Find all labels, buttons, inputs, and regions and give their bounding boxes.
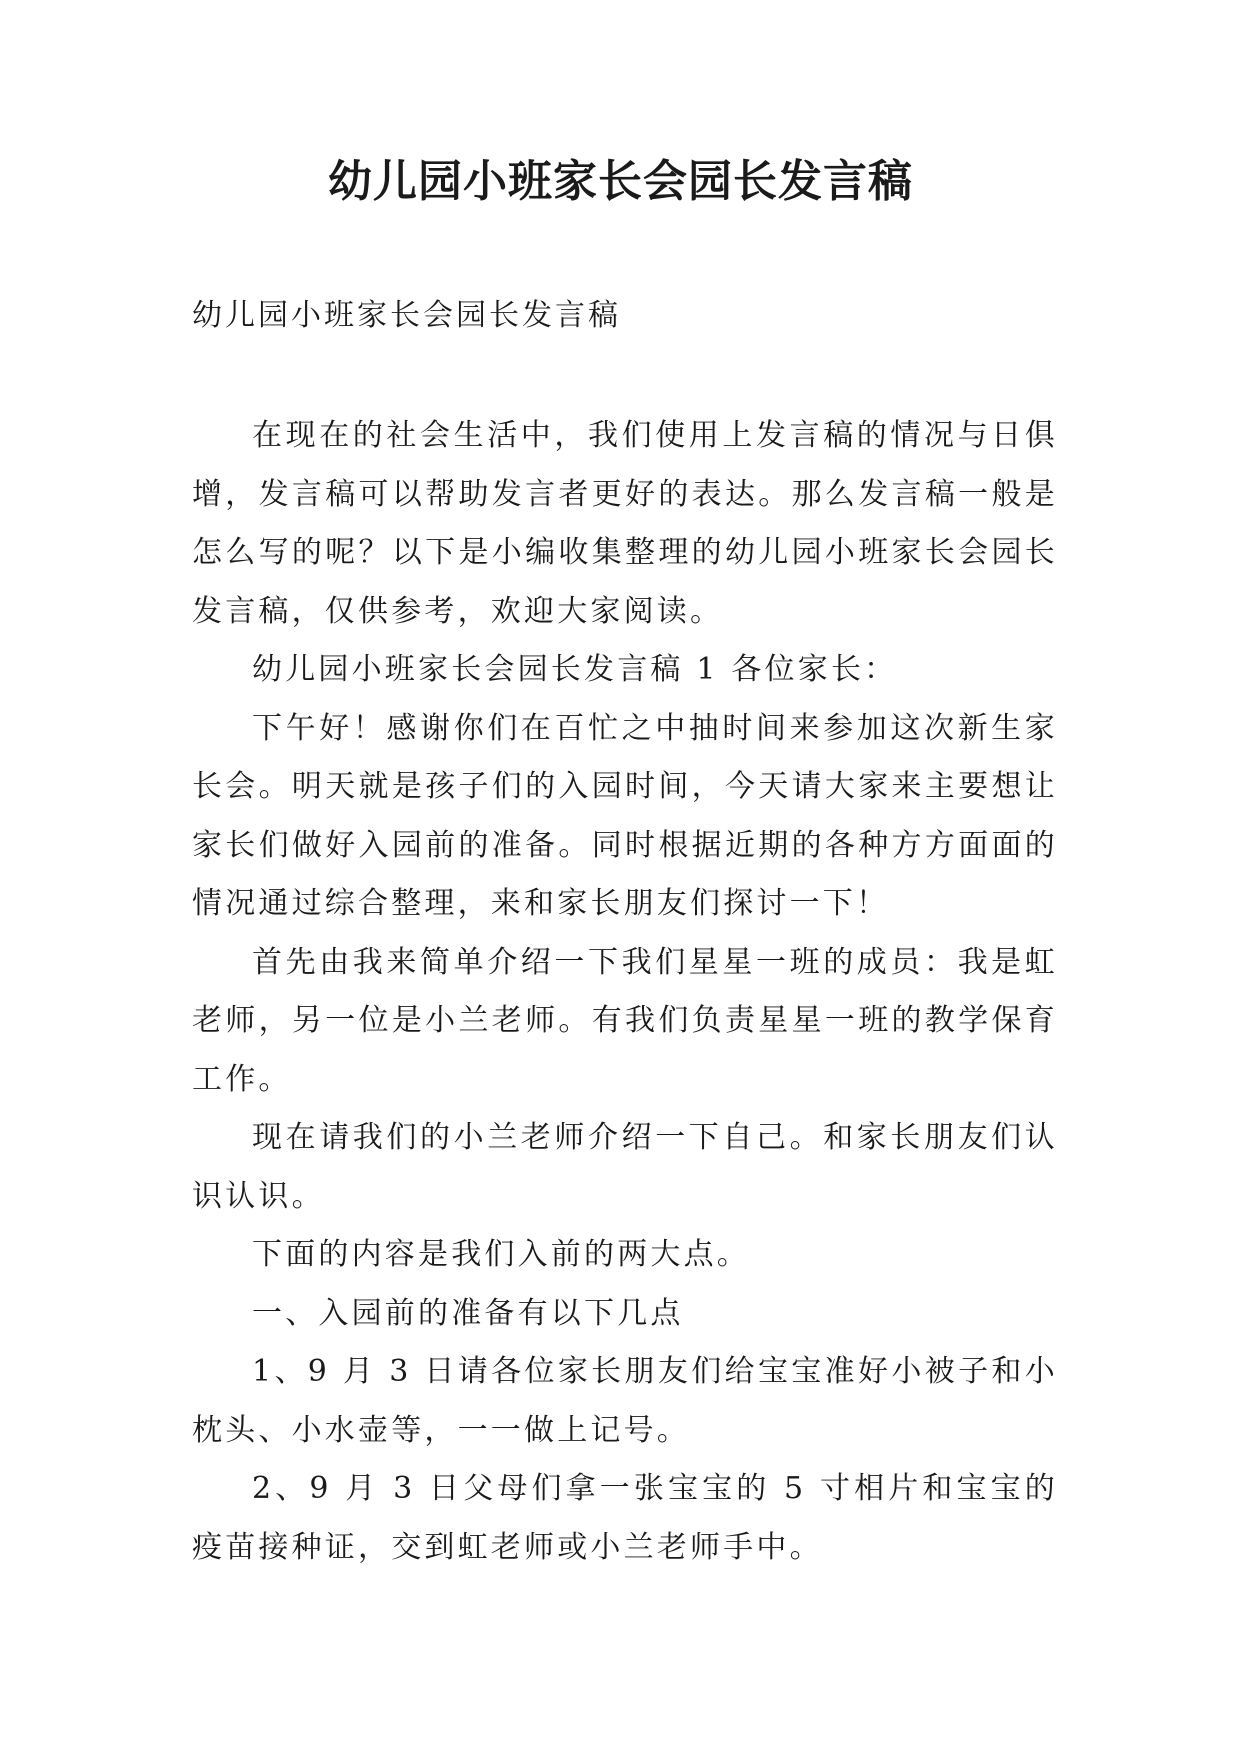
paragraph-item-2: 2、9 月 3 日父母们拿一张宝宝的 5 寸相片和宝宝的疫苗接种证，交到虹老师或小兰老师手中。: [192, 1471, 1058, 1565]
document-body: [192, 407, 1058, 1577]
paragraph-salutation: 幼儿园小班家长会园长发言稿 1 各位家长：: [252, 652, 898, 687]
paragraph-intro: 在现在的社会生活中，我们使用上发言稿的情况与日俱增，发言稿可以帮助发言者更好的表达。那么发言稿一般是怎么写的呢？以下是小编收集整理的幼儿园小班家长会园长发言稿，仅供参考，欢迎大家阅读。: [192, 418, 1058, 629]
paragraph-two-points: 下面的内容是我们入前的两大点。: [252, 1237, 750, 1272]
paragraph-teacher-self-intro: 现在请我们的小兰老师介绍一下自己。和家长朋友们认识认识。: [192, 1120, 1058, 1214]
document-title: 幼儿园小班家长会园长发言稿: [328, 156, 913, 207]
paragraph-introduce-teachers: 首先由我来简单介绍一下我们星星一班的成员：我是虹老师，另一位是小兰老师。有我们负责星星一班的教学保育工作。: [192, 944, 1058, 1097]
paragraph-item-1: 1、9 月 3 日请各位家长朋友们给宝宝准好小被子和小枕头、小水壶等，一一做上记号。: [192, 1354, 1058, 1448]
document-subtitle: 幼儿园小班家长会园长发言稿: [192, 298, 621, 333]
paragraph-greeting: 下午好！感谢你们在百忙之中抽时间来参加这次新生家长会。明天就是孩子们的入园时间，今天请大家来主要想让家长们做好入园前的准备。同时根据近期的各种方方面面的情况通过综合整理，来和家长朋友们探讨一下！: [192, 710, 1058, 921]
paragraph-section-heading: 一、入园前的准备有以下几点: [252, 1295, 684, 1331]
